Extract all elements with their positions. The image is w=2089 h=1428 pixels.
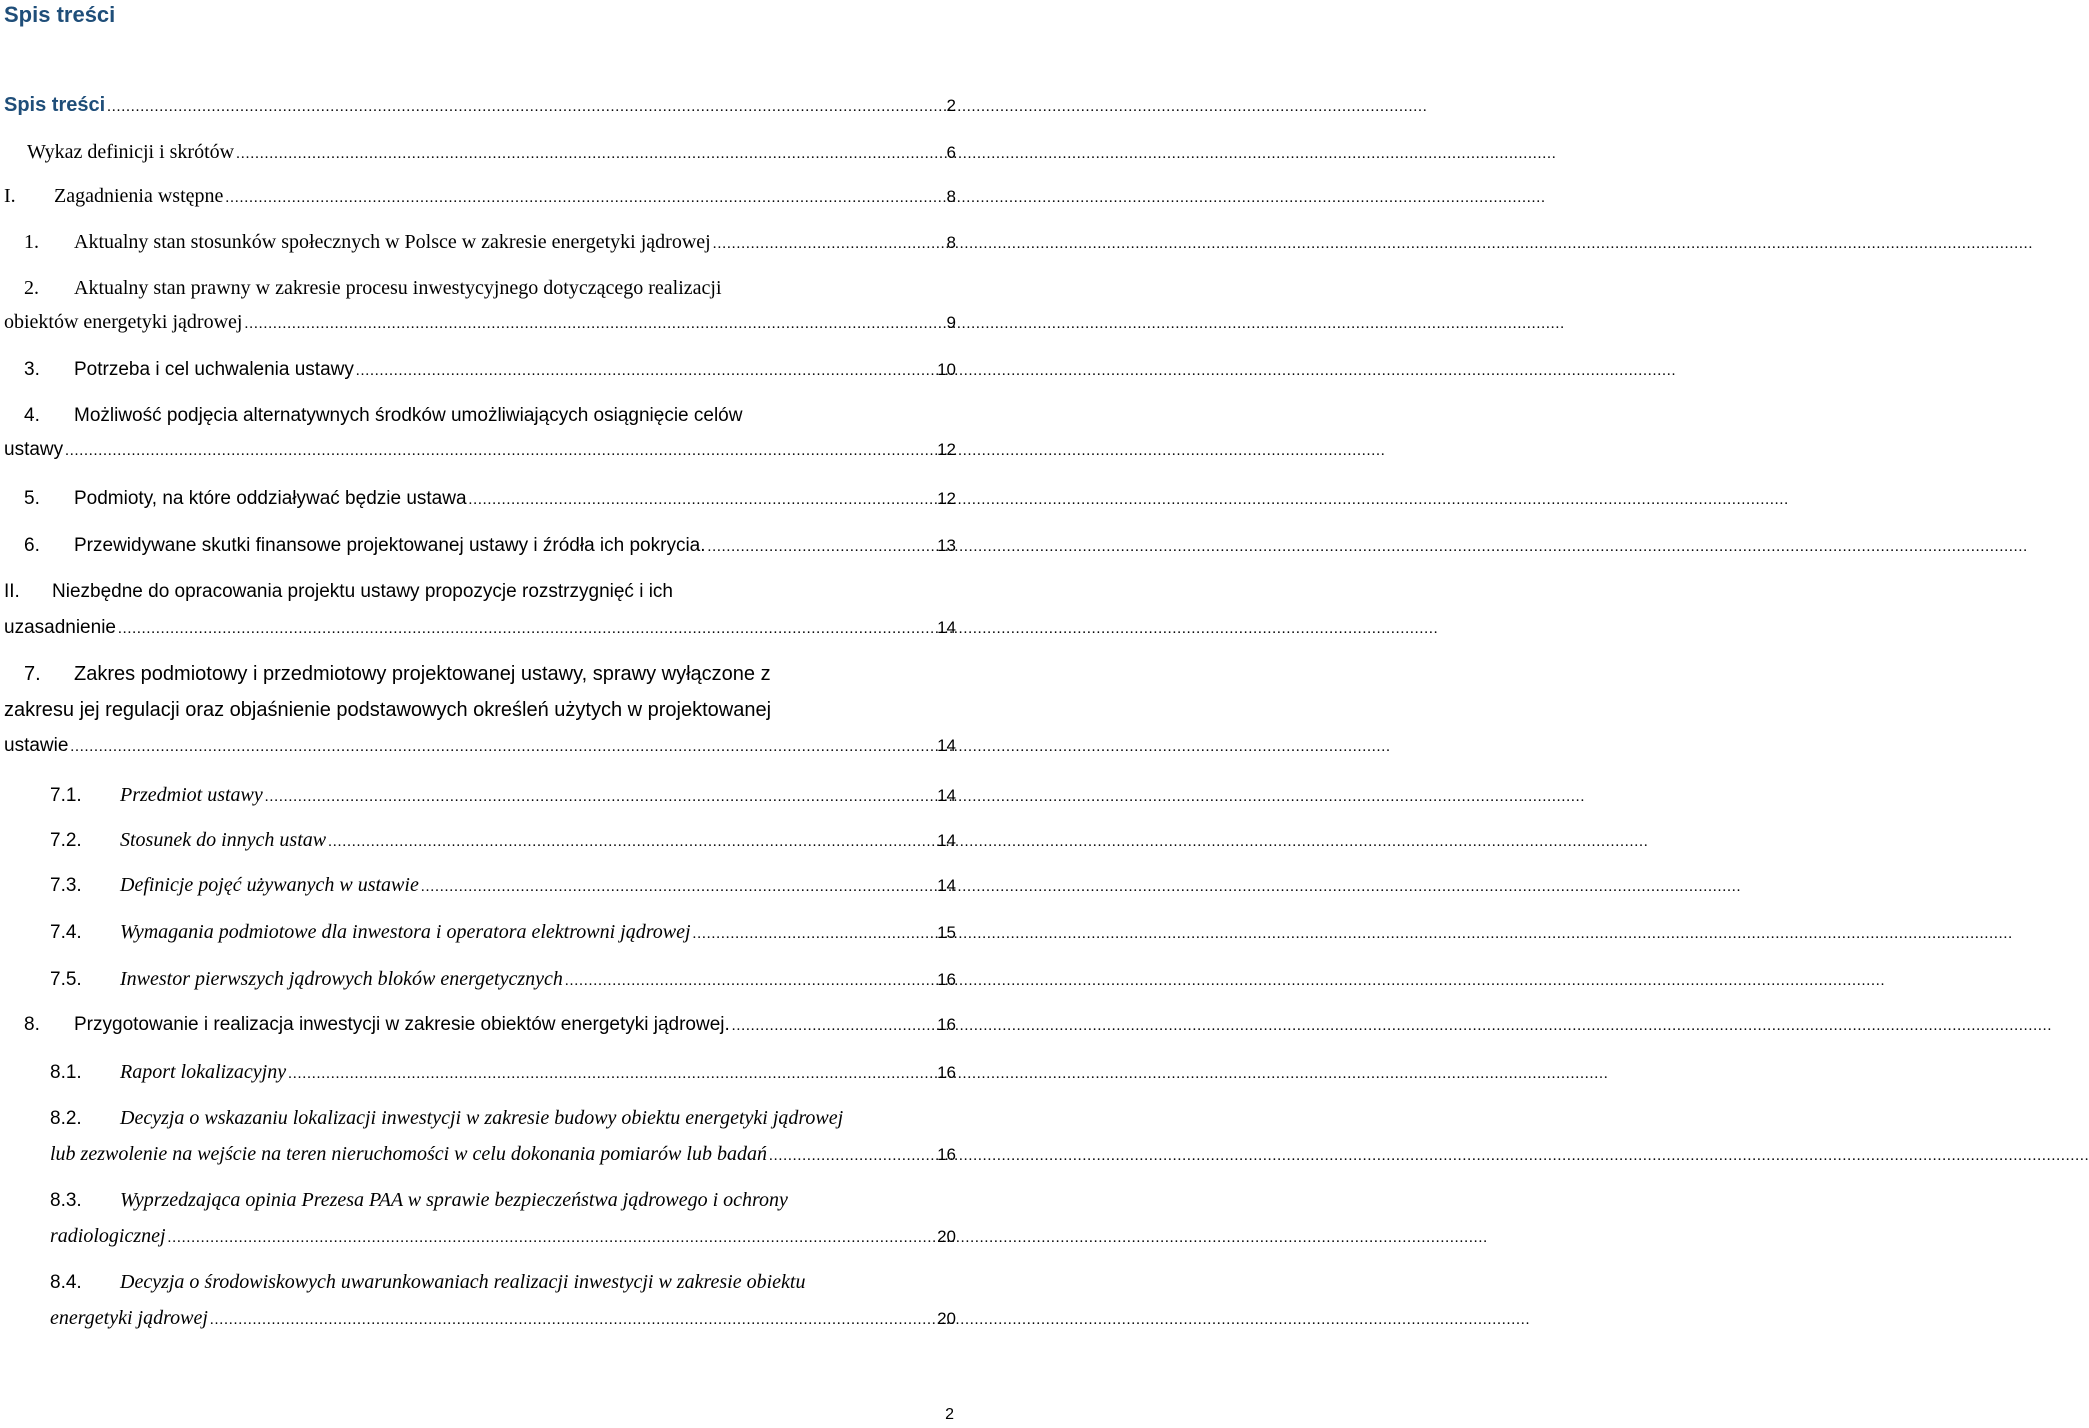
toc-leader <box>693 924 936 944</box>
toc-entry[interactable] <box>0 875 956 895</box>
toc-page: 14 <box>937 736 956 755</box>
toc-page: 9 <box>946 313 956 332</box>
toc-number: 1. <box>24 231 39 253</box>
toc-title-continuation: ustawie <box>4 735 69 756</box>
toc-page: 6 <box>946 143 956 162</box>
toc-title: Podmioty, na które oddziaływać będzie ustawa <box>74 488 467 509</box>
toc-entry[interactable] <box>0 664 956 756</box>
toc-leader <box>236 144 944 164</box>
toc-page: 20 <box>937 1227 956 1246</box>
toc-title: Spis treści <box>4 94 106 116</box>
toc-number: 3. <box>24 359 40 380</box>
page-number: 2 <box>945 1406 954 1423</box>
toc-number: 8.2. <box>50 1108 82 1129</box>
toc-number: 7.4. <box>50 922 82 943</box>
toc-entry[interactable] <box>0 142 956 162</box>
toc-title: Stosunek do innych ustaw <box>120 829 327 851</box>
toc-leader <box>107 97 944 117</box>
toc-entry[interactable] <box>0 1015 956 1035</box>
toc-page: 8 <box>946 233 956 252</box>
toc-title: Wykaz definicji i skrótów <box>27 141 235 163</box>
toc-page: 10 <box>937 360 956 379</box>
toc-title-continuation: energetyki jądrowej <box>50 1307 208 1329</box>
toc-page: 16 <box>937 1015 956 1034</box>
toc-entry[interactable] <box>0 232 956 252</box>
toc-title: Aktualny stan stosunków społecznych w Polsce w zakresie energetyki jądrowej <box>74 231 711 253</box>
toc-entry[interactable] <box>0 360 956 380</box>
toc-page: 14 <box>937 876 956 895</box>
toc-page: 14 <box>937 831 956 850</box>
toc-page: 15 <box>937 923 956 942</box>
toc-leader <box>244 314 944 334</box>
toc-leader <box>421 877 935 897</box>
toc-title-continuation: ustawy <box>4 439 64 460</box>
toc-entry[interactable] <box>0 1190 956 1246</box>
toc-entry[interactable] <box>0 582 956 638</box>
toc-number: 7.3. <box>50 875 82 896</box>
toc-leader <box>356 361 935 381</box>
toc-leader <box>469 490 936 510</box>
toc-leader <box>225 188 944 208</box>
toc-page: 16 <box>937 1063 956 1082</box>
toc-page: 2 <box>946 96 956 115</box>
toc-number: 8. <box>24 1014 40 1035</box>
toc-page: 12 <box>937 489 956 508</box>
toc-number: II. <box>4 581 20 602</box>
toc-number: 6. <box>24 535 40 556</box>
toc-entry[interactable] <box>0 1272 956 1328</box>
toc-title-continuation: radiologicznej <box>50 1225 166 1247</box>
toc-number: 8.3. <box>50 1190 82 1211</box>
toc-page: 16 <box>937 970 956 989</box>
toc-leader <box>328 832 935 852</box>
toc-page: 14 <box>937 618 956 637</box>
toc-entry[interactable] <box>0 489 956 509</box>
toc-entry[interactable] <box>0 785 956 805</box>
toc-number: 8.1. <box>50 1062 82 1083</box>
toc-entry[interactable] <box>0 95 956 115</box>
toc-title: Potrzeba i cel uchwalenia ustawy <box>74 359 354 380</box>
toc-title: Decyzja o środowiskowych uwarunkowaniach realizacji inwestycji w zakresie obiektu <box>120 1271 806 1293</box>
toc-entry[interactable] <box>0 969 956 989</box>
toc-number: 7.1. <box>50 785 82 806</box>
toc-leader <box>65 441 935 461</box>
toc-number: 7. <box>24 663 41 685</box>
toc-title: Wyprzedzająca opinia Prezesa PAA w sprawie bezpieczeństwa jądrowego i ochrony <box>120 1189 788 1211</box>
toc-title: Przewidywane skutki finansowe projektowanej ustawy i źródła ich pokrycia. <box>74 535 706 556</box>
toc-title: Raport lokalizacyjny <box>120 1061 287 1083</box>
toc-leader <box>732 1016 935 1036</box>
toc-entry[interactable] <box>0 278 956 332</box>
toc-page: 8 <box>946 187 956 206</box>
toc-number: 8.4. <box>50 1272 82 1293</box>
toc-leader <box>288 1064 935 1084</box>
toc-leader <box>565 971 935 991</box>
toc-leader <box>713 234 945 254</box>
toc-title: Wymagania podmiotowe dla inwestora i operatora elektrowni jądrowej <box>120 921 691 943</box>
page-header: Spis treści <box>4 2 116 27</box>
toc-title: Aktualny stan prawny w zakresie procesu inwestycyjnego dotyczącego realizacji <box>74 277 722 299</box>
toc-page: 13 <box>937 536 956 555</box>
toc-title-continuation: uzasadnienie <box>4 617 116 638</box>
toc-leader <box>708 537 936 557</box>
toc-page: 12 <box>937 440 956 459</box>
toc-page: 14 <box>937 786 956 805</box>
toc-entry[interactable] <box>0 1108 956 1164</box>
toc-leader <box>168 1228 936 1248</box>
toc-title: Niezbędne do opracowania projektu ustawy propozycje rozstrzygnięć i ich <box>52 581 673 602</box>
toc-entry[interactable] <box>0 922 956 942</box>
toc-number: 4. <box>24 405 40 426</box>
toc-entry[interactable] <box>0 1062 956 1082</box>
toc-title-continuation: lub zezwolenie na wejście na teren nieruchomości w celu dokonania pomiarów lub badań <box>50 1143 767 1165</box>
toc-leader <box>769 1146 935 1166</box>
toc-title: Zakres podmiotowy i przedmiotowy projektowanej ustawy, sprawy wyłączone z <box>74 663 771 685</box>
toc-leader <box>118 619 935 639</box>
toc-title: Definicje pojęć używanych w ustawie <box>120 874 419 896</box>
toc-entry[interactable] <box>0 830 956 850</box>
toc-entry[interactable] <box>0 186 956 206</box>
toc-leader <box>70 737 935 757</box>
toc-entry[interactable] <box>0 406 956 460</box>
toc-page: 16 <box>937 1145 956 1164</box>
toc-title: Decyzja o wskazaniu lokalizacji inwestycji w zakresie budowy obiektu energetyki jądrowej <box>120 1107 844 1129</box>
toc-number: 5. <box>24 488 40 509</box>
toc-title: Możliwość podjęcia alternatywnych środków umożliwiających osiągnięcie celów <box>74 405 743 426</box>
toc-leader <box>265 787 935 807</box>
toc-title: Przedmiot ustawy <box>120 784 263 806</box>
toc-number: I. <box>4 185 16 207</box>
toc-leader <box>210 1310 935 1330</box>
toc-number: 7.5. <box>50 969 82 990</box>
toc-title-middle: zakresu jej regulacji oraz objaśnienie podstawowych określeń użytych w projektowanej <box>4 699 772 721</box>
toc-title-continuation: obiektów energetyki jądrowej <box>4 311 243 333</box>
toc-title: Inwestor pierwszych jądrowych bloków energetycznych <box>120 968 563 990</box>
toc-number: 2. <box>24 277 39 299</box>
toc-number: 7.2. <box>50 830 82 851</box>
toc-title: Przygotowanie i realizacja inwestycji w zakresie obiektów energetyki jądrowej. <box>74 1014 730 1035</box>
toc-title: Zagadnienia wstępne <box>54 185 224 207</box>
toc-page: 20 <box>937 1309 956 1328</box>
toc-entry[interactable] <box>0 536 956 556</box>
